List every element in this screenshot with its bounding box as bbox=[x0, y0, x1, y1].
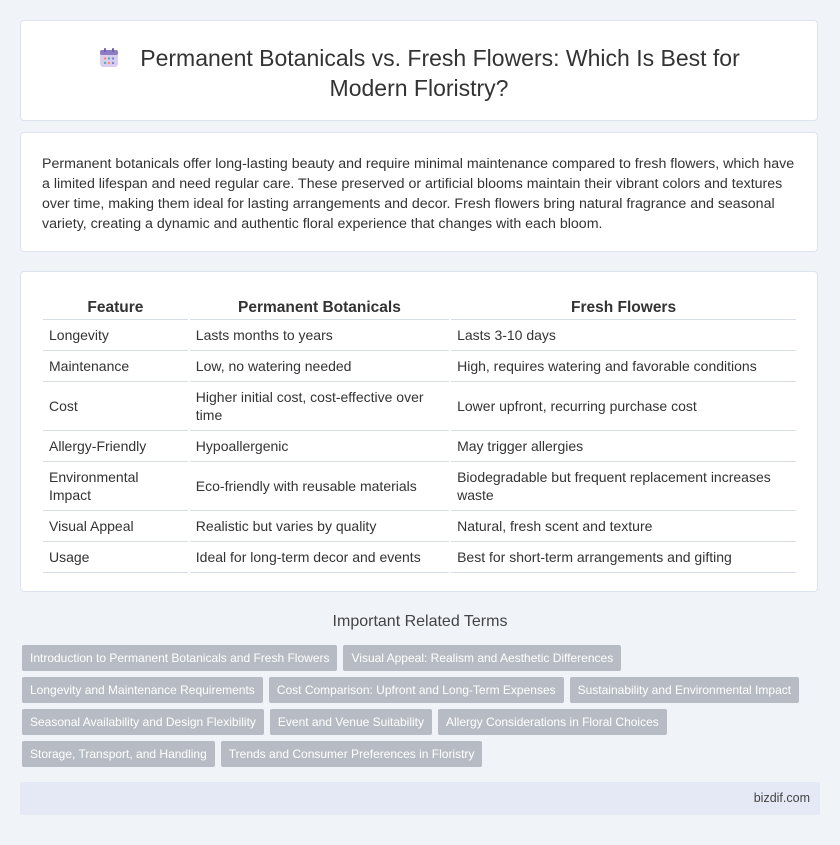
cell-fresh: Biodegradable but frequent replacement increases waste bbox=[451, 462, 796, 511]
cell-feature: Visual Appeal bbox=[43, 511, 188, 542]
related-term-tag[interactable]: Longevity and Maintenance Requirements bbox=[22, 677, 263, 703]
table-row bbox=[43, 431, 796, 462]
table-row bbox=[43, 351, 796, 382]
related-term-tag[interactable]: Event and Venue Suitability bbox=[270, 709, 432, 735]
footer-bar bbox=[20, 782, 820, 815]
cell-permanent: Realistic but varies by quality bbox=[190, 511, 449, 542]
related-term-tag[interactable]: Cost Comparison: Upfront and Long-Term Expenses bbox=[269, 677, 564, 703]
table-row bbox=[43, 462, 796, 511]
cell-permanent: Low, no watering needed bbox=[190, 351, 449, 382]
calendar-icon bbox=[98, 47, 120, 69]
table-row bbox=[43, 320, 796, 351]
cell-feature: Allergy-Friendly bbox=[43, 431, 188, 462]
cell-permanent: Ideal for long-term decor and events bbox=[190, 542, 449, 573]
page-title bbox=[21, 43, 817, 103]
related-term-tag[interactable]: Allergy Considerations in Floral Choices bbox=[438, 709, 667, 735]
related-term-tag[interactable]: Trends and Consumer Preferences in Floristry bbox=[221, 741, 483, 767]
comparison-card bbox=[20, 271, 818, 592]
table-row bbox=[43, 382, 796, 431]
cell-feature: Cost bbox=[43, 382, 188, 431]
cell-permanent: Higher initial cost, cost-effective over time bbox=[190, 382, 449, 431]
related-term-tag[interactable]: Introduction to Permanent Botanicals and Fresh Flowers bbox=[22, 645, 337, 671]
cell-feature: Environmental Impact bbox=[43, 462, 188, 511]
title-line-2: Modern Floristry? bbox=[329, 75, 509, 101]
header-card bbox=[20, 20, 818, 121]
cell-fresh: Natural, fresh scent and texture bbox=[451, 511, 796, 542]
cell-permanent: Eco-friendly with reusable materials bbox=[190, 462, 449, 511]
cell-fresh: Best for short-term arrangements and gifting bbox=[451, 542, 796, 573]
column-header-fresh: Fresh Flowers bbox=[451, 296, 796, 320]
related-term-tag[interactable]: Sustainability and Environmental Impact bbox=[570, 677, 799, 703]
cell-fresh: May trigger allergies bbox=[451, 431, 796, 462]
cell-feature: Maintenance bbox=[43, 351, 188, 382]
intro-card bbox=[20, 132, 818, 252]
cell-fresh: Lasts 3-10 days bbox=[451, 320, 796, 351]
column-header-feature: Feature bbox=[43, 296, 188, 320]
related-term-tag[interactable]: Storage, Transport, and Handling bbox=[22, 741, 215, 767]
related-terms-heading: Important Related Terms bbox=[332, 613, 508, 630]
cell-fresh: High, requires watering and favorable conditions bbox=[451, 351, 796, 382]
related-term-tag[interactable]: Visual Appeal: Realism and Aesthetic Differences bbox=[343, 645, 621, 671]
cell-feature: Usage bbox=[43, 542, 188, 573]
cell-permanent: Hypoallergenic bbox=[190, 431, 449, 462]
intro-paragraph: Permanent botanicals offer long-lasting beauty and require minimal maintenance compared to fresh flowers, which have a limited lifespan and need regular care. These preserved or artificial blooms maintain their vibrant colors and textures over time, making them ideal for lasting arrangements and decor. Fresh flowers bring natural fragrance and seasonal variety, creating a dynamic and authentic floral experience that changes with each bloom. bbox=[42, 156, 795, 232]
table-header-row bbox=[43, 296, 796, 320]
table-row bbox=[43, 511, 796, 542]
footer-site-link[interactable]: bizdif.com bbox=[753, 791, 810, 805]
cell-fresh: Lower upfront, recurring purchase cost bbox=[451, 382, 796, 431]
column-header-permanent: Permanent Botanicals bbox=[190, 296, 449, 320]
related-terms-list bbox=[22, 645, 822, 773]
comparison-table bbox=[41, 296, 798, 573]
title-line-1: Permanent Botanicals vs. Fresh Flowers: Which Is Best for bbox=[140, 45, 740, 71]
related-term-tag[interactable]: Seasonal Availability and Design Flexibility bbox=[22, 709, 264, 735]
table-row bbox=[43, 542, 796, 573]
cell-feature: Longevity bbox=[43, 320, 188, 351]
cell-permanent: Lasts months to years bbox=[190, 320, 449, 351]
